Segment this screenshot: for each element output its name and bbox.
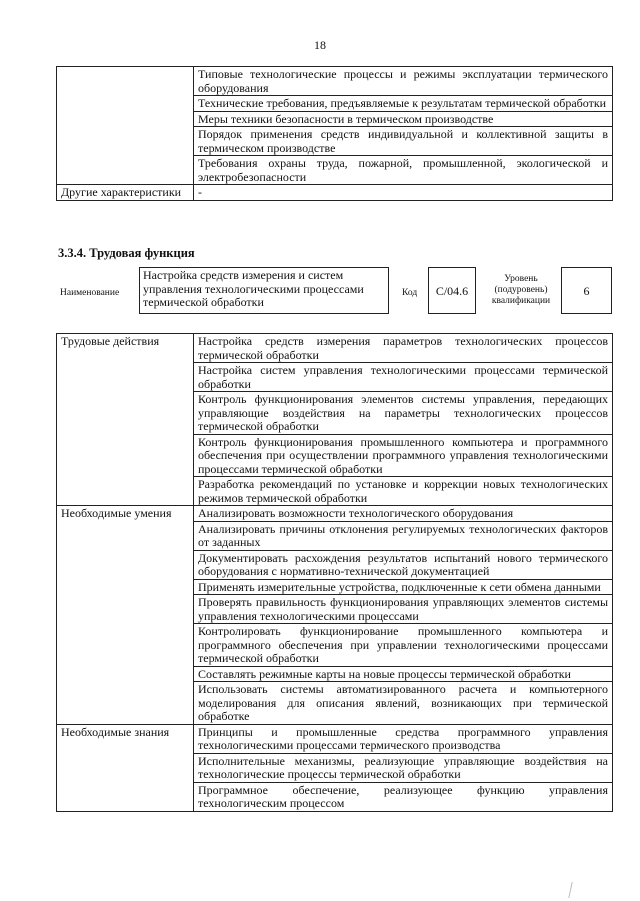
name-label: Наименование [60, 288, 120, 298]
item-text: Настройка систем управления технологическими процессами термической обработки [194, 363, 613, 392]
table-row [57, 506, 613, 522]
code-box: C/04.6 [428, 267, 476, 314]
item-text: Настройка средств измерения параметров технологических процессов термической обработки [194, 334, 613, 363]
row-text: Требования охраны труда, пожарной, промышленной, экологической и электробезопасности [194, 156, 613, 185]
group-label: Трудовые действия [57, 334, 194, 506]
page-number: 18 [314, 38, 326, 52]
item-text: Контролировать функционирование промышленного компьютера и программного обеспечения при управлении технологическими процессами термической обработки [194, 624, 613, 667]
item-text: Контроль функционирования элементов системы управления, передающих управляющие воздействия на параметры технологических процессов термической обработки [194, 392, 613, 435]
table-row [57, 67, 613, 96]
row-text: Меры техники безопасности в термическом производстве [194, 111, 613, 127]
row-text: Технические требования, предъявляемые к результатам термической обработки [194, 96, 613, 112]
row-label: Другие характеристики [57, 185, 194, 201]
item-text: Разработка рекомендаций по установке и коррекции новых технологических режимов термической обработки [194, 477, 613, 506]
row-label [57, 67, 194, 185]
section-title: 3.3.4. Трудовая функция [58, 246, 195, 260]
row-text: - [194, 185, 613, 201]
table-row [57, 334, 613, 363]
function-name-row [56, 267, 612, 317]
item-text: Составлять режимные карты на новые процессы термической обработки [194, 666, 613, 682]
code-label: Код [402, 288, 418, 298]
row-text: Типовые технологические процессы и режимы эксплуатации термического оборудования [194, 67, 613, 96]
item-text: Использовать системы автоматизированного расчета и компьютерного моделирования для описания явлений, возникающих при термической обработке [194, 682, 613, 725]
table-row [57, 724, 613, 753]
item-text: Исполнительные механизмы, реализующие управляющие воздействия на технологические процессы термической обработки [194, 753, 613, 782]
item-text: Принципы и промышленные средства программного управления технологическими процессами термического производства [194, 724, 613, 753]
knowledge-continuation-table [56, 66, 613, 201]
function-name-box: Настройка средств измерения и систем управления технологическими процессами термической обработки [139, 267, 389, 314]
table-row [57, 185, 613, 201]
labor-function-table [56, 333, 613, 812]
item-text: Применять измерительные устройства, подключенные к сети обмена данными [194, 579, 613, 595]
item-text: Программное обеспечение, реализующее функцию управления технологическим процессом [194, 782, 613, 811]
level-label: Уровень (подуровень) квалификации [491, 274, 551, 306]
item-text: Анализировать причины отклонения регулируемых технологических факторов от заданных [194, 521, 613, 550]
item-text: Анализировать возможности технологического оборудования [194, 506, 613, 522]
item-text: Документировать расхождения результатов испытаний нового термического оборудования с нормативно-технической документацией [194, 550, 613, 579]
item-text: Проверять правильность функционирования управляющих элементов системы управления технологическими процессами [194, 595, 613, 624]
scan-mark [568, 882, 580, 898]
item-text: Контроль функционирования промышленного компьютера и программного обеспечения при осуществлении программного управления технологическими процессами термической обработки [194, 434, 613, 477]
level-box: 6 [561, 267, 612, 314]
group-label: Необходимые умения [57, 506, 194, 725]
group-label: Необходимые знания [57, 724, 194, 811]
row-text: Порядок применения средств индивидуальной и коллективной защиты в термическом производстве [194, 127, 613, 156]
